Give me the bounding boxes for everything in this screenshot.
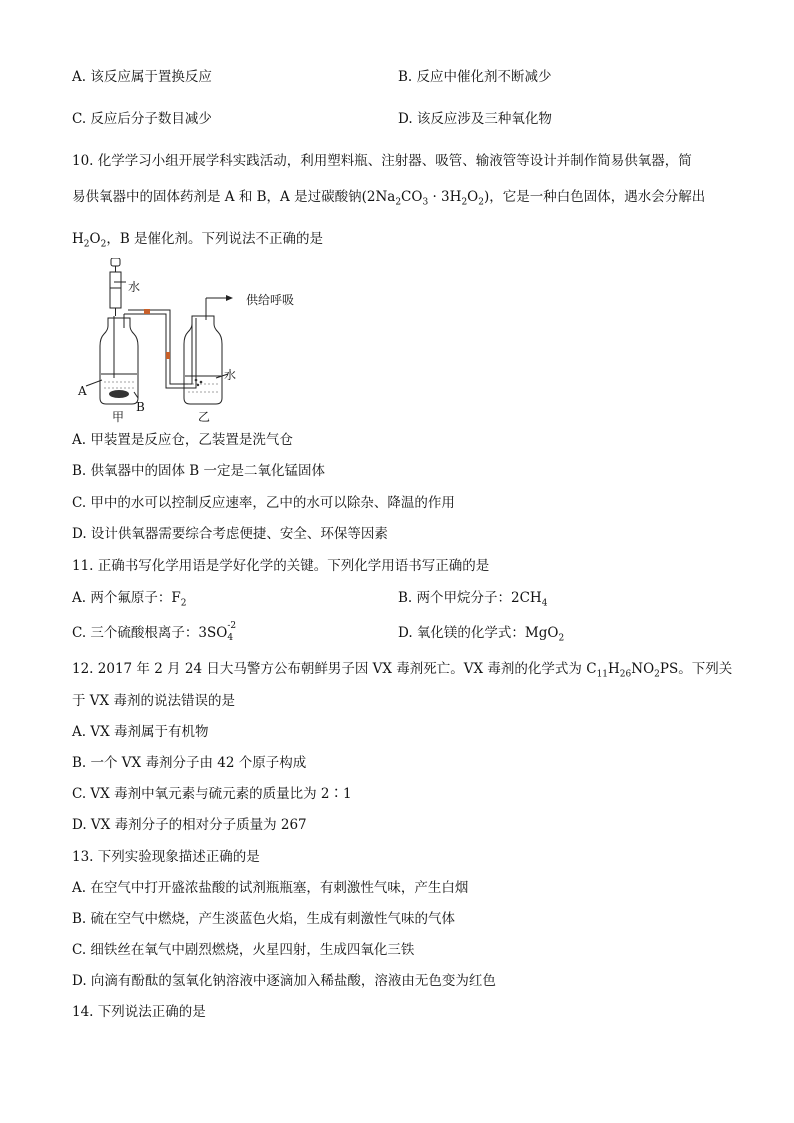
q14-stem: 14. 下列说法正确的是: [72, 1004, 206, 1020]
q9-option-d: D. 该反应涉及三种氧化物: [398, 111, 552, 127]
q11-option-d: D. 氧化镁的化学式：MgO$_2$: [398, 625, 565, 644]
oxygen-supply-apparatus-diagram: [78, 258, 338, 428]
q10-option-c: C. 甲中的水可以控制反应速率，乙中的水可以除杂、降温的作用: [72, 495, 455, 511]
q13-option-b: B. 硫在空气中燃烧，产生淡蓝色火焰，生成有刺激性气味的气体: [72, 911, 456, 927]
q13-option-a: A. 在空气中打开盛浓盐酸的试剂瓶瓶塞，有刺激性气味，产生白烟: [72, 880, 469, 896]
diagram-label-b: B: [136, 400, 145, 414]
q12-stem-line2: 于 VX 毒剂的说法错误的是: [72, 693, 235, 709]
q13-option-d: D. 向滴有酚酞的氢氧化钠溶液中逐滴加入稀盐酸，溶液由无色变为红色: [72, 973, 496, 989]
q10-option-a: A. 甲装置是反应仓，乙装置是洗气仓: [72, 432, 293, 448]
q11-option-b: B. 两个甲烷分子：$2CH_4$: [398, 590, 548, 609]
q10-stem-line1: 10. 化学学习小组开展学科实践活动，利用塑料瓶、注射器、吸管、输液管等设计并制作简易供氧器，简: [72, 153, 692, 169]
diagram-label-supply: 供给呼吸: [246, 293, 295, 307]
diagram-label-yi: 乙: [198, 410, 211, 424]
q12-option-c: C. VX 毒剂中氧元素与硫元素的质量比为 2∶1: [72, 786, 352, 802]
apparatus-drawing: [78, 258, 338, 428]
q11-option-a: A. 两个氟原子：$F_2$: [72, 590, 187, 609]
q10-option-b: B. 供氧器中的固体 B 一定是二氧化锰固体: [72, 463, 326, 479]
diagram-label-jia: 甲: [112, 410, 125, 424]
diagram-label-a: A: [78, 384, 87, 398]
q12-option-d: D. VX 毒剂分子的相对分子质量为 267: [72, 817, 307, 833]
q9-option-b: B. 反应中催化剂不断减少: [398, 69, 552, 85]
q10-stem-line3: $H_2O_2$，B 是催化剂。下列说法不正确的是: [72, 231, 324, 250]
q12-option-b: B. 一个 VX 毒剂分子由 42 个原子构成: [72, 755, 307, 771]
q11-option-c: C. 三个硫酸根离子：3SO -2 4: [72, 621, 237, 643]
diagram-label-water-right: 水: [224, 368, 237, 382]
q12-stem-line1: 12. 2017 年 2 月 24 日大马警方公布朝鲜男子因 VX 毒剂死亡。VX 毒剂的化学式为 $C_{11}H_{26}NO_2PS$。下列关: [72, 661, 733, 680]
q9-option-a: A. 该反应属于置换反应: [72, 69, 212, 85]
q10-option-d: D. 设计供氧器需要综合考虑便捷、安全、环保等因素: [72, 526, 388, 542]
q10-stem-line2: 易供氧器中的固体药剂是 A 和 B，A 是过碳酸钠$(2Na_2CO_3 \cdot 3H_2O_2)$，它是一种白色固体，遇水会分解出: [72, 189, 706, 208]
diagram-label-water-top: 水: [128, 280, 141, 294]
q13-option-c: C. 细铁丝在氧气中剧烈燃烧，火星四射，生成四氧化三铁: [72, 942, 415, 958]
q11-stem: 11. 正确书写化学用语是学好化学的关键。下列化学用语书写正确的是: [72, 558, 490, 574]
q12-option-a: A. VX 毒剂属于有机物: [72, 724, 209, 740]
q13-stem: 13. 下列实验现象描述正确的是: [72, 849, 260, 865]
q9-option-c: C. 反应后分子数目减少: [72, 111, 212, 127]
